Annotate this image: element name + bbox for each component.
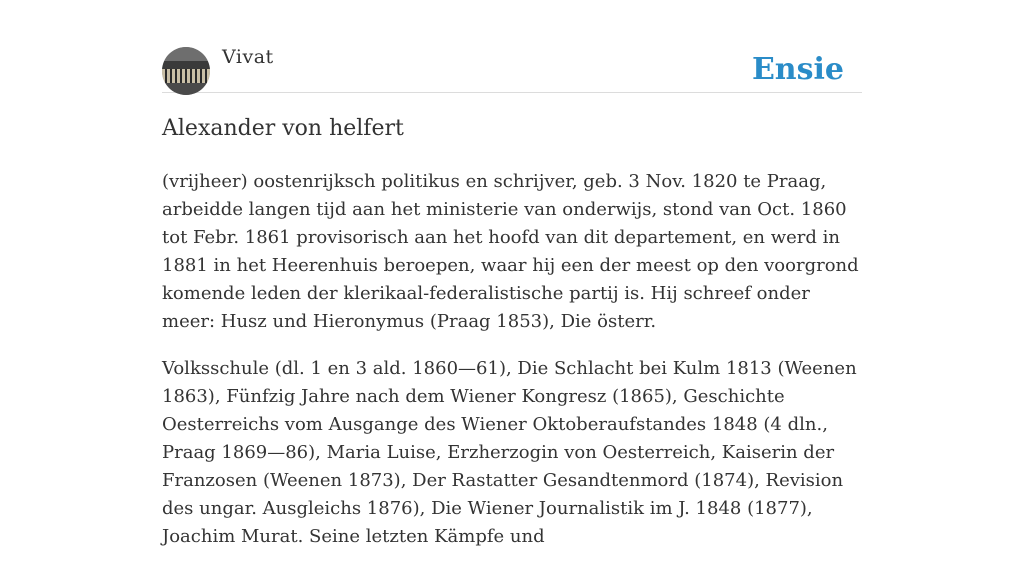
brand-logo[interactable]: Ensie <box>751 52 844 87</box>
article-paragraph: (vrijheer) oostenrijksch politikus en schrijver, geb. 3 Nov. 1820 te Praag, arbeidde langen tijd aan het ministerie van onderwijs, stond van Oct. 1860 tot Febr. 1861 provisorisch aan het hoofd van dit departement, en werd in 1881 in het Heerenhuis beroepen, waar hij een der meest op den voorgrond komende leden der klerikaal-federalistische partij is. Hij schreef onder meer: Husz und Hieronymus (Praag 1853), Die österr. <box>162 171 859 332</box>
avatar-image <box>162 47 210 95</box>
article-title: Alexander von helfert <box>162 116 404 141</box>
article-body <box>162 168 862 570</box>
author-avatar[interactable] <box>162 47 210 95</box>
author-name[interactable]: Vivat <box>222 46 274 68</box>
header <box>162 46 862 93</box>
article-paragraph: Volksschule (dl. 1 en 3 ald. 1860—61), Die Schlacht bei Kulm 1813 (Weenen 1863), Fünfzig Jahre nach dem Wiener Kongresz (1865), Geschichte Oesterreichs vom Ausgange des Wiener Oktoberaufstandes 1848 (4 dln., Praag 1869—86), Maria Luise, Erzherzogin von Oesterreich, Kaiserin der Franzosen (Weenen 1873), Der Rastatter Gesandtenmord (1874), Revision des ungar. Ausgleichs 1876), Die Wiener Journalistik im J. 1848 (1877), Joachim Murat. Seine letzten Kämpfe und <box>162 358 857 547</box>
